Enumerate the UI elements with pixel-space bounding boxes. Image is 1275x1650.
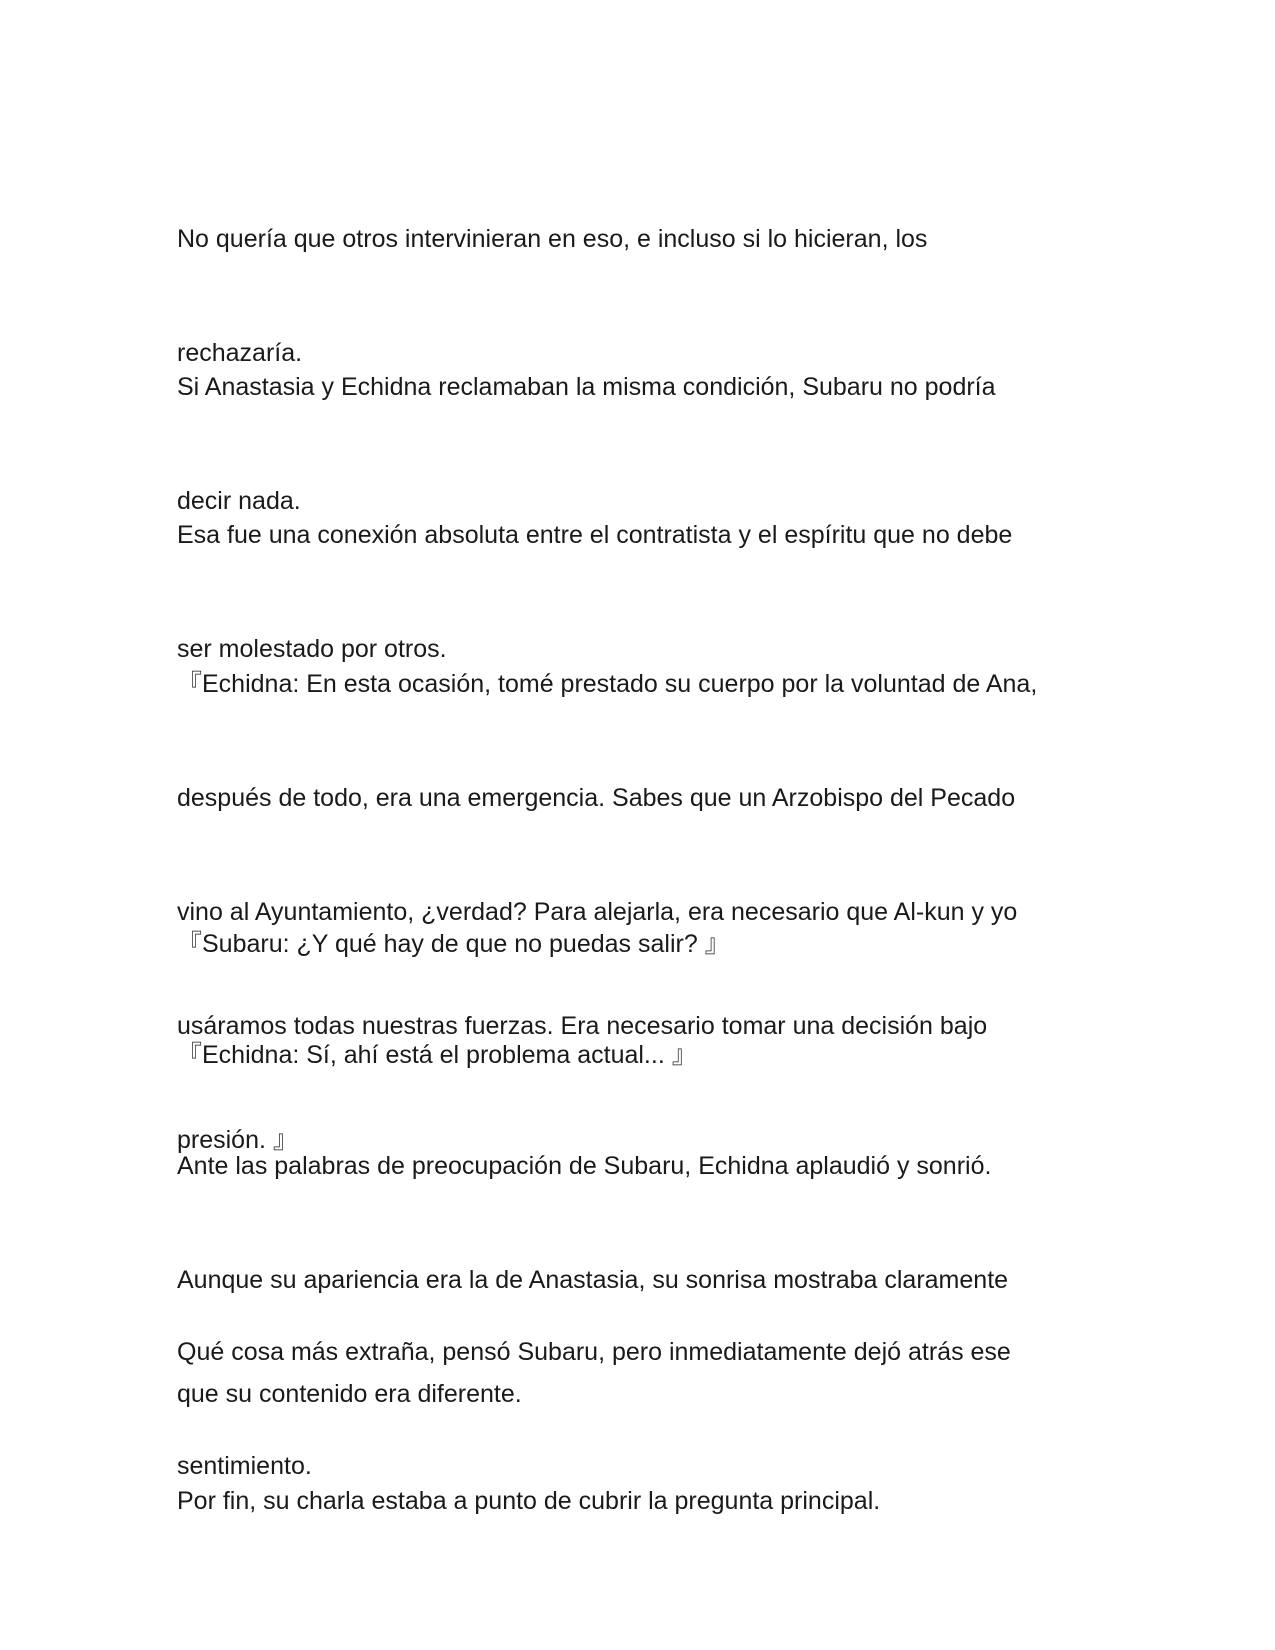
text-line: Por fin, su charla estaba a punto de cubrir la pregunta principal.	[177, 1487, 881, 1515]
text-line: decir nada.	[177, 487, 301, 515]
text-line: 『Echidna: Sí, ahí está el problema actual... 』	[177, 1041, 697, 1069]
text-line: ser molestado por otros.	[177, 635, 447, 663]
text-line: sentimiento.	[177, 1452, 312, 1480]
text-line: Esa fue una conexión absoluta entre el contratista y el espíritu que no debe	[177, 521, 1013, 549]
paragraph-9	[177, 1406, 1107, 1596]
text-line: Si Anastasia y Echidna reclamaban la misma condición, Subaru no podría	[177, 373, 996, 401]
text-line: presión. 』	[177, 1126, 298, 1154]
text-line: 『Subaru: ¿Y qué hay de que no puedas salir? 』	[177, 930, 730, 958]
text-line: usáramos todas nuestras fuerzas. Era necesario tomar una decisión bajo	[177, 1012, 988, 1040]
text-line: Ante las palabras de preocupación de Subaru, Echidna aplaudió y sonrió.	[177, 1152, 992, 1180]
text-line: después de todo, era una emergencia. Sabes que un Arzobispo del Pecado	[177, 784, 1016, 812]
text-line: No quería que otros intervinieran en eso, e incluso si lo hicieran, los	[177, 225, 928, 253]
text-line: rechazaría.	[177, 339, 303, 367]
text-line: Aunque su apariencia era la de Anastasia, su sonrisa mostraba claramente	[177, 1266, 1009, 1294]
text-line: Qué cosa más extraña, pensó Subaru, pero inmediatamente dejó atrás ese	[177, 1338, 1011, 1366]
text-line: vino al Ayuntamiento, ¿verdad? Para alejarla, era necesario que Al-kun y yo	[177, 898, 1018, 926]
text-line: 『Echidna: En esta ocasión, tomé prestado su cuerpo por la voluntad de Ana,	[177, 670, 1038, 698]
text-line: que su contenido era diferente.	[177, 1380, 522, 1408]
